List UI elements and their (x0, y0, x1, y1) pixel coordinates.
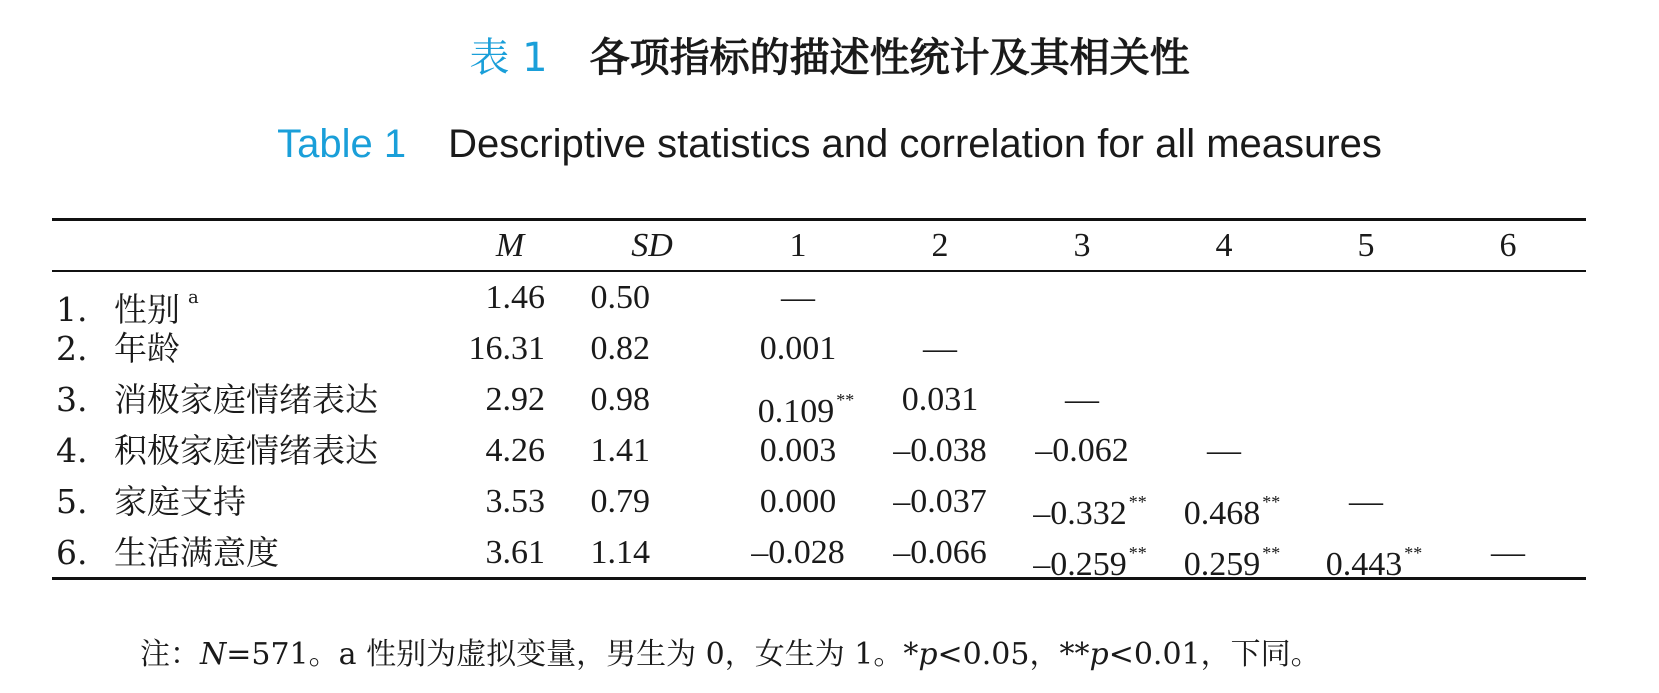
row-label-2 (56, 329, 180, 369)
significance-marker: ** (1262, 492, 1281, 512)
cell-value: — (781, 279, 815, 316)
row-number: 2. (56, 329, 88, 368)
table-cell-1-SD (591, 278, 651, 318)
column-header-1: 1 (789, 227, 807, 264)
cell-value: –0.066 (893, 534, 987, 571)
note-p-symbol-1: p (918, 637, 938, 672)
cell-value: 0.468 (1183, 495, 1261, 532)
cell-value: 0.031 (901, 381, 979, 418)
row-number: 1. (56, 290, 88, 329)
table-number-english: Table 1 (277, 122, 407, 166)
table-cell-4-c2 (893, 431, 987, 471)
column-header-6: 6 (1499, 227, 1517, 264)
table-cell-4-c1 (760, 431, 837, 471)
column-header-2: 2 (931, 227, 949, 264)
table-cell-1-c1 (781, 278, 815, 318)
cell-value: –0.038 (893, 432, 987, 469)
cell-value: — (923, 330, 957, 367)
table-cell-6-c6 (1491, 533, 1525, 573)
significance-marker: ** (1128, 492, 1147, 512)
column-header-5: 5 (1357, 227, 1375, 264)
significance-marker: ** (1262, 543, 1281, 563)
row-number: 3. (56, 380, 88, 419)
cell-value: 0.259 (1183, 546, 1261, 583)
cell-value: –0.332 (1033, 495, 1127, 532)
note-p-symbol-2: p (1089, 637, 1109, 672)
column-header-4: 4 (1215, 227, 1233, 264)
table-cell-6-c1 (751, 533, 845, 573)
cell-value: — (1349, 483, 1383, 520)
table-cell-3-c2 (902, 380, 979, 420)
cell-value: 1.41 (590, 432, 650, 469)
table-title-english (0, 116, 1659, 172)
table-cell-6-c2 (893, 533, 987, 573)
row-variable-name: 年龄 (114, 329, 180, 368)
cell-value: –0.037 (893, 483, 987, 520)
table-cell-6-c4 (1184, 533, 1281, 585)
table-cell-5-M (486, 482, 546, 522)
cell-value: 3.53 (485, 483, 545, 520)
table-header-rule (52, 270, 1586, 272)
cell-value: — (1065, 381, 1099, 418)
table-cell-2-c1 (760, 329, 837, 369)
cell-value: –0.028 (751, 534, 845, 571)
table-cell-3-SD (591, 380, 651, 420)
row-label-6 (56, 533, 279, 573)
table-cell-2-M (469, 329, 546, 369)
cell-value: 4.26 (485, 432, 545, 469)
cell-value: 0.79 (590, 483, 650, 520)
cell-value: 0.82 (590, 330, 650, 367)
cell-value: 0.003 (759, 432, 837, 469)
significance-marker: ** (836, 390, 855, 410)
row-label-3 (56, 380, 378, 420)
column-header-m: M (495, 227, 525, 264)
row-variable-name: 生活满意度 (114, 533, 279, 572)
cell-value: 0.98 (590, 381, 650, 418)
significance-marker: ** (1404, 543, 1423, 563)
cell-value: 1.14 (590, 534, 650, 571)
cell-value: –0.062 (1035, 432, 1129, 469)
row-variable-name: 家庭支持 (114, 482, 246, 521)
cell-value: 0.50 (590, 279, 650, 316)
row-variable-name: 积极家庭情绪表达 (114, 431, 378, 470)
row-number: 4. (56, 431, 88, 470)
table-cell-3-c3 (1065, 380, 1099, 420)
cell-value: 16.31 (468, 330, 545, 367)
table-cell-4-SD (591, 431, 651, 471)
cell-value: 0.109 (757, 393, 835, 430)
table-cell-3-c1 (758, 380, 855, 432)
significance-marker: ** (1128, 543, 1147, 563)
table-number-chinese: 表 1 (469, 35, 548, 81)
row-label-4 (56, 431, 378, 471)
table-cell-3-M (486, 380, 546, 420)
row-label-1 (56, 278, 199, 330)
table-cell-6-M (486, 533, 546, 573)
cell-value: 0.000 (759, 483, 837, 520)
table-cell-4-c4 (1207, 431, 1241, 471)
row-label-superscript: a (188, 287, 199, 308)
table-cell-5-c2 (893, 482, 987, 522)
table-cell-5-c1 (760, 482, 837, 522)
table-cell-5-c5 (1349, 482, 1383, 522)
table-caption-chinese: 各项指标的描述性统计及其相关性 (589, 35, 1190, 81)
row-variable-name: 性别 (114, 290, 180, 329)
table-cell-2-SD (591, 329, 651, 369)
table-cell-6-SD (591, 533, 651, 573)
row-number: 5. (56, 482, 88, 521)
row-label-5 (56, 482, 246, 522)
table-title-chinese (0, 30, 1659, 86)
note-text-3: <0.01，下同。 (1108, 637, 1321, 672)
row-variable-name: 消极家庭情绪表达 (114, 380, 378, 419)
note-n-symbol: N (200, 637, 227, 672)
cell-value: 0.443 (1325, 546, 1403, 583)
note-text-2: <0.05，** (937, 637, 1090, 672)
table-cell-1-M (486, 278, 546, 318)
note-prefix: 注： (140, 637, 200, 672)
table-cell-6-c5 (1326, 533, 1423, 585)
table-cell-2-c2 (923, 329, 957, 369)
cell-value: 3.61 (485, 534, 545, 571)
table-cell-4-c3 (1035, 431, 1129, 471)
cell-value: — (1207, 432, 1241, 469)
table-cell-5-c3 (1033, 482, 1147, 534)
cell-value: 0.001 (759, 330, 837, 367)
column-header-sd: SD (631, 227, 673, 264)
note-text-1: =571。a 性别为虚拟变量，男生为 0，女生为 1。* (226, 637, 919, 672)
table-note (140, 635, 1321, 675)
table-top-rule (52, 218, 1586, 221)
row-number: 6. (56, 533, 88, 572)
table-cell-5-SD (591, 482, 651, 522)
cell-value: 1.46 (485, 279, 545, 316)
cell-value: –0.259 (1033, 546, 1127, 583)
cell-value: 2.92 (485, 381, 545, 418)
table-cell-5-c4 (1184, 482, 1281, 534)
table-cell-6-c3 (1033, 533, 1147, 585)
table-cell-4-M (486, 431, 546, 471)
cell-value: — (1491, 534, 1525, 571)
column-header-3: 3 (1073, 227, 1091, 264)
table-caption-english: Descriptive statistics and correlation for all measures (448, 122, 1382, 166)
